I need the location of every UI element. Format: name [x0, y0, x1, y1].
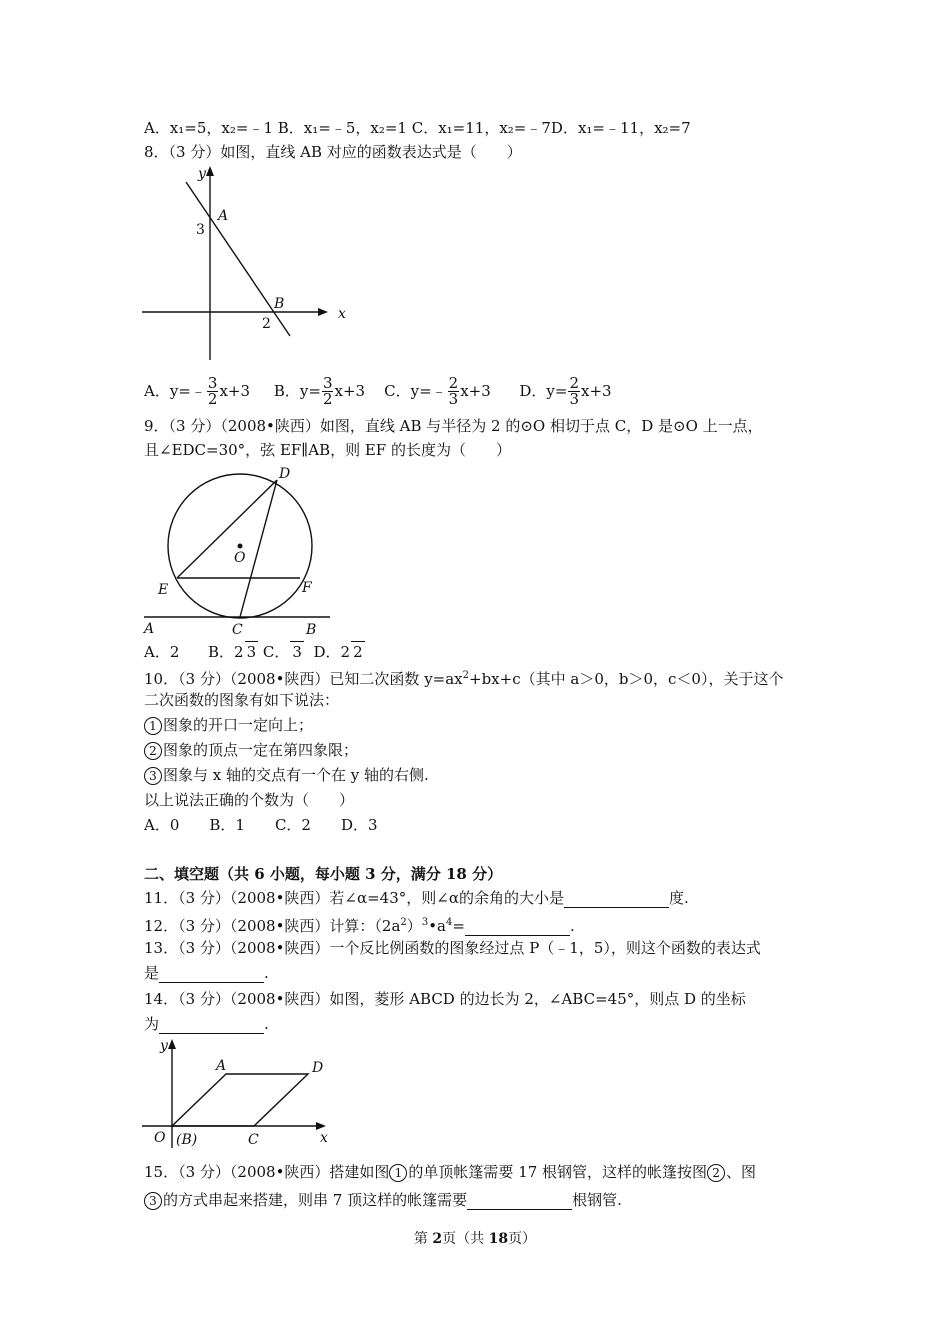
total-page-count: 18 [488, 1231, 509, 1247]
q8-point-a-label: A [218, 208, 229, 224]
q9-point-e-label: E [158, 582, 169, 598]
q10-options: A．0 B．1 C．2 D．3 [144, 816, 378, 834]
section-2-title: 二、填空题（共 6 小题，每小题 3 分，满分 18 分） [144, 865, 503, 883]
q10-question: 以上说法正确的个数为（ ） [144, 791, 355, 809]
q10-statement-3: 3 图象与 x 轴的交点有一个在 y 轴的右侧. [144, 765, 429, 785]
q8-option-c: C．y=﹣ $\frac{2}{3}$ x+3 [384, 374, 491, 408]
q14-answer-blank[interactable] [159, 1019, 264, 1034]
q15-line-2: 3 的方式串起来搭建，则串 7 顶这样的帐篷需要 根钢管. [144, 1190, 622, 1210]
q12: 12．（3 分）（2008•陕西）计算：$(2a^2)^3•a^4=$ . [144, 917, 575, 935]
q9-point-a-label: A [144, 621, 155, 637]
q9-option-b: B．2 3 [208, 643, 257, 661]
q10-line-1: 10．（3 分）（2008•陕西）已知二次函数 $y=ax^2+bx+c$（其中 a＞0，b＞0，c＜0），关于这个 [144, 670, 784, 688]
q11: 11．（3 分）（2008•陕西）若∠α=43°，则∠α的余角的大小是 度. [144, 889, 689, 907]
q9-circle-figure [140, 462, 335, 640]
current-page-number: 2 [432, 1231, 443, 1247]
q9-point-c-label: C [232, 622, 243, 638]
q7-options: A．x₁=5，x₂=﹣1 B．x₁=﹣5，x₂=1 C．x₁=11，x₂=﹣7D．x₁=﹣11，x₂=7 [144, 119, 691, 137]
q14-rhombus-figure [140, 1036, 340, 1150]
q10-statement-1: 1 图象的开口一定向上； [144, 715, 313, 735]
q15-answer-blank[interactable] [467, 1195, 572, 1210]
page-footer: 第 2页（共 18页） [413, 1231, 537, 1247]
q14-x-label: x [320, 1130, 328, 1146]
q14-line-2: 为 . [144, 1015, 269, 1033]
q9-center-o-label: O [234, 550, 246, 566]
q13-answer-blank[interactable] [159, 968, 264, 983]
q9-option-d: D．2 2 [313, 643, 363, 661]
q9-point-d-label: D [279, 466, 291, 482]
q14-point-c-label: C [248, 1132, 259, 1148]
q14-line-1: 14．（3 分）（2008•陕西）如图，菱形 ABCD 的边长为 2，∠ABC=45°，则点 D 的坐标 [144, 990, 746, 1008]
q9-point-f-label: F [302, 580, 312, 596]
q9-line-1: 9．（3 分）（2008•陕西）如图，直线 AB 与半径为 2 的⊙O 相切于点 C，D 是⊙O 上一点， [144, 417, 763, 435]
q15-line-1: 15．（3 分）（2008•陕西）搭建如图 1 的单顶帐篷需要 17 根钢管，这样的帐篷按图 2 、图 [144, 1163, 757, 1181]
q9-option-a: A．2 [144, 643, 180, 661]
q14-y-label: y [160, 1038, 168, 1054]
q14-point-a-label: A [216, 1058, 227, 1074]
q13-line-1: 13．（3 分）（2008•陕西）一个反比例函数的图象经过点 P（﹣1，5），则这个函数的表达式 [144, 939, 761, 957]
q11-answer-blank[interactable] [564, 893, 669, 908]
q9-option-c: C． 3 [262, 643, 302, 661]
q10-line-2: 二次函数的图象有如下说法： [144, 691, 340, 709]
q8-tick-3: 3 [196, 222, 205, 238]
q14-point-d-label: D [312, 1060, 324, 1076]
q10-statement-2: 2 图象的顶点一定在第四象限； [144, 740, 358, 760]
q8-y-label: y [198, 166, 206, 182]
q8-x-label: x [338, 306, 346, 322]
q14-point-b-label: (B) [176, 1132, 198, 1148]
q8-options [144, 376, 612, 407]
q8-graph-figure [140, 162, 360, 362]
q8-tick-2: 2 [262, 316, 271, 332]
q9-point-b-label: B [306, 622, 317, 638]
q9-line-2: 且∠EDC=30°，弦 EF∥AB，则 EF 的长度为（ ） [144, 441, 511, 459]
q14-origin-label: O [154, 1130, 166, 1146]
q9-options [144, 641, 365, 662]
q8-stem: 8．（3 分）如图，直线 AB 对应的函数表达式是（ ） [144, 143, 522, 161]
q12-answer-blank[interactable] [465, 921, 570, 936]
q13-line-2: 是 . [144, 964, 269, 982]
q8-option-d: D．y= $\frac{2}{3}$ x+3 [519, 374, 612, 408]
q8-option-b: B．y= $\frac{3}{2}$ x+3 [273, 374, 366, 408]
q8-option-a: A．y=﹣ $\frac{3}{2}$ x+3 [144, 374, 251, 408]
q8-point-b-label: B [274, 296, 285, 312]
